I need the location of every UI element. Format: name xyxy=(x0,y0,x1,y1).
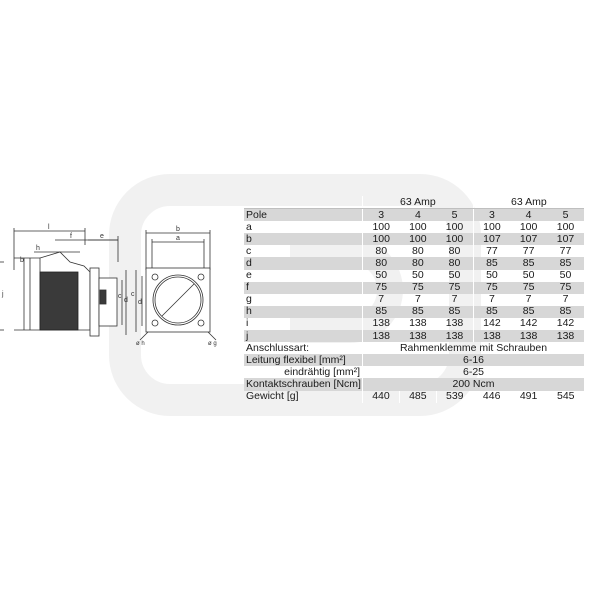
group-header-2: 63 Amp xyxy=(473,196,584,209)
cell: 100 xyxy=(436,233,473,245)
row-label: c xyxy=(246,244,252,257)
side-view-drawing xyxy=(0,228,126,336)
cell: 100 xyxy=(556,220,575,233)
row-label: f xyxy=(244,282,363,294)
cell: 100 xyxy=(445,220,464,233)
cell: 77 xyxy=(522,244,535,257)
cell: 85 xyxy=(473,306,510,318)
row-label: h xyxy=(244,306,363,318)
cell-span: 200 Ncm xyxy=(363,378,585,390)
side-label-l: l xyxy=(48,224,50,231)
cell: 85 xyxy=(547,257,584,269)
table-row xyxy=(244,330,584,342)
cell: 7 xyxy=(473,294,510,306)
table-row xyxy=(244,282,584,294)
cell: 75 xyxy=(363,282,400,294)
row-label: Gewicht [g] xyxy=(246,390,299,403)
front-label-d: d xyxy=(138,299,142,306)
side-label-c: c xyxy=(118,293,122,300)
row-label: Anschlussart: xyxy=(246,341,310,354)
cell: 100 xyxy=(473,221,510,233)
cell: 85 xyxy=(510,257,547,269)
cell-span: 6-25 xyxy=(363,366,585,378)
cell: 100 xyxy=(363,221,400,233)
row-label: i xyxy=(246,317,249,330)
cell: 50 xyxy=(448,269,461,282)
cell: 100 xyxy=(409,220,427,233)
cell-span: 6-16 xyxy=(363,354,585,366)
front-label-og: ø g xyxy=(208,341,217,347)
cell: 138 xyxy=(363,330,400,342)
cell: 80 xyxy=(399,257,436,269)
cell: 85 xyxy=(436,306,473,318)
cell: 80 xyxy=(363,257,400,269)
cell: 4 xyxy=(399,209,436,222)
table-group-header-row xyxy=(244,196,584,209)
cell: 142 xyxy=(556,317,575,330)
cell: 138 xyxy=(445,317,464,330)
table-row xyxy=(244,233,584,245)
cell: 77 xyxy=(559,244,572,257)
cell: 142 xyxy=(519,317,538,330)
table-row xyxy=(244,245,584,257)
cell: 7 xyxy=(562,293,569,306)
cell: 100 xyxy=(519,220,538,233)
cell: 4 xyxy=(510,209,547,222)
cell: 446 xyxy=(473,391,510,403)
cell: 80 xyxy=(436,257,473,269)
cell: 100 xyxy=(399,233,436,245)
cell: 440 xyxy=(363,391,400,403)
cell: 85 xyxy=(510,306,547,318)
row-label: b xyxy=(244,233,363,245)
cell: 50 xyxy=(412,269,424,282)
cell: 75 xyxy=(473,282,510,294)
table-row xyxy=(244,294,584,306)
cell: 138 xyxy=(510,330,547,342)
cell: 138 xyxy=(399,330,436,342)
row-label: Leitung flexibel [mm²] xyxy=(244,354,363,366)
cell: 138 xyxy=(547,330,584,342)
front-label-a: a xyxy=(176,235,180,242)
row-label: Pole xyxy=(244,209,363,222)
cell: 3 xyxy=(363,209,400,222)
side-label-d: d xyxy=(124,297,128,304)
cell: 107 xyxy=(473,233,510,245)
cell: 5 xyxy=(436,209,473,222)
cell: 85 xyxy=(473,257,510,269)
table-row xyxy=(244,318,584,330)
cell: 138 xyxy=(363,318,400,330)
cell: 75 xyxy=(436,282,473,294)
cell: 50 xyxy=(363,270,400,282)
cell: 138 xyxy=(409,317,427,330)
table-row xyxy=(244,270,584,282)
row-label: g xyxy=(246,293,252,306)
table-row xyxy=(244,221,584,233)
cell: 50 xyxy=(473,270,510,282)
front-label-oh: ø h xyxy=(136,341,145,347)
cell: 107 xyxy=(547,233,584,245)
cell: 75 xyxy=(399,282,436,294)
row-label: Kontaktschrauben [Ncm] xyxy=(246,377,361,390)
cell: 138 xyxy=(473,330,510,342)
specification-table xyxy=(244,196,584,403)
cell: 539 xyxy=(436,391,473,403)
table-row-gewicht xyxy=(244,391,584,403)
cell: 7 xyxy=(525,293,532,306)
row-label: a xyxy=(246,220,252,233)
table-row xyxy=(244,209,584,222)
cell: 142 xyxy=(473,318,510,330)
side-label-f: f xyxy=(70,233,72,240)
front-label-b: b xyxy=(176,226,180,233)
cell: 75 xyxy=(547,282,584,294)
cell: 7 xyxy=(414,293,421,306)
cell: 75 xyxy=(510,282,547,294)
side-label-e: e xyxy=(100,233,104,240)
row-label: eindrähtig [mm²] xyxy=(284,365,360,378)
side-label-j: j xyxy=(2,291,4,298)
front-label-c: c xyxy=(131,291,135,298)
table-row xyxy=(244,306,584,318)
cell: 5 xyxy=(547,209,584,222)
row-label: j xyxy=(244,330,363,342)
table-row-kontakt xyxy=(244,378,584,390)
cell: 50 xyxy=(559,269,572,282)
table-row-anschlussart xyxy=(244,342,584,354)
cell: 85 xyxy=(399,306,436,318)
row-label: d xyxy=(244,257,363,269)
cell: 50 xyxy=(522,269,535,282)
side-label-b: b xyxy=(20,257,24,264)
cell: 7 xyxy=(451,293,458,306)
cell: 80 xyxy=(448,244,461,257)
cell: 3 xyxy=(473,209,510,222)
cell: 107 xyxy=(510,233,547,245)
cell: 100 xyxy=(363,233,400,245)
cell: 545 xyxy=(547,391,584,403)
cell: 85 xyxy=(547,306,584,318)
cell: 80 xyxy=(363,245,400,257)
row-label: e xyxy=(246,269,252,282)
cell: 80 xyxy=(412,244,424,257)
side-label-h: h xyxy=(36,245,40,252)
cell: 485 xyxy=(399,391,436,403)
front-view-drawing xyxy=(136,230,216,340)
cell: 491 xyxy=(510,391,547,403)
table-row xyxy=(244,257,584,269)
cell: 85 xyxy=(363,306,400,318)
cell-span: Rahmenklemme mit Schrauben xyxy=(363,342,585,354)
group-header-1: 63 Amp xyxy=(363,196,474,209)
cell: 7 xyxy=(363,294,400,306)
cell: 138 xyxy=(436,330,473,342)
table-row-eindraehtig xyxy=(244,366,584,378)
table-row-leitung xyxy=(244,354,584,366)
cell: 77 xyxy=(473,245,510,257)
